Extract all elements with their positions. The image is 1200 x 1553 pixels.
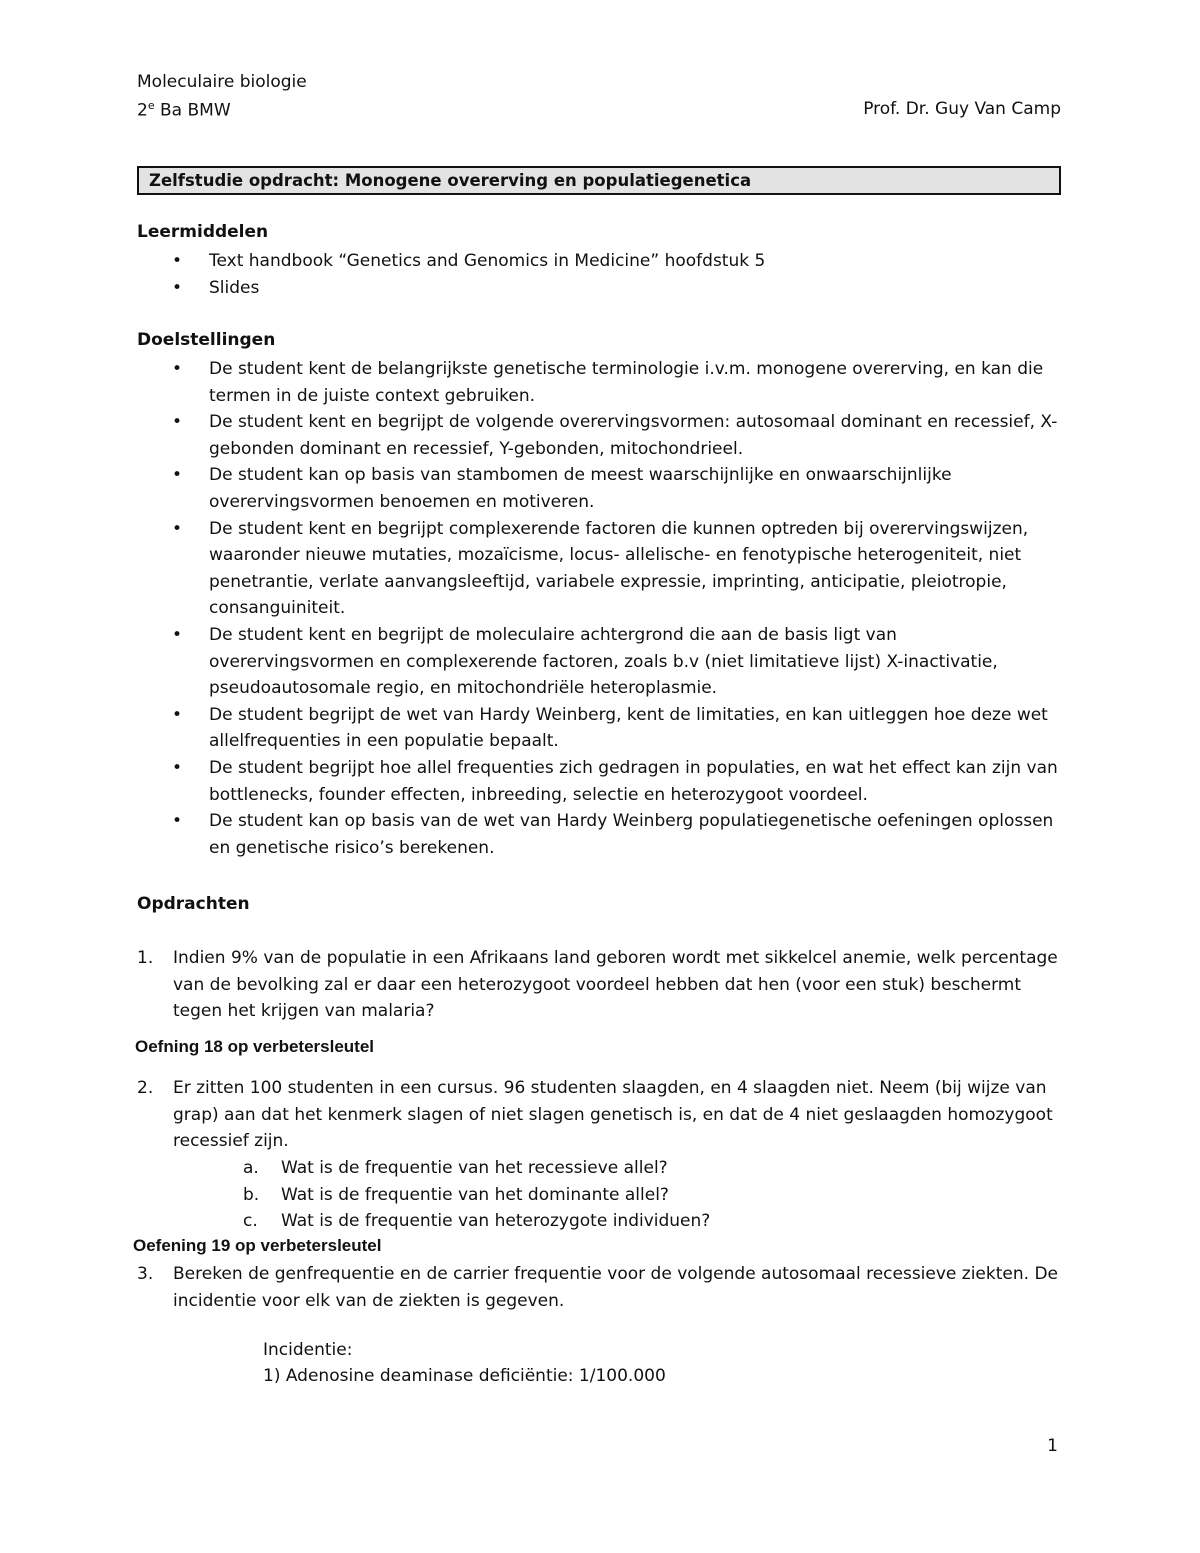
- year-superscript: e: [147, 99, 155, 112]
- year-program: Ba BMW: [154, 100, 231, 121]
- list-item: [137, 516, 1067, 622]
- list-item-text: De student kent de belangrijkste genetische terminologie i.v.m. monogene overerving, en kan die termen in de juiste context gebruiken.: [209, 359, 1044, 406]
- question-number: 2.: [137, 1078, 154, 1098]
- list-item: [137, 356, 1067, 409]
- list-item: [137, 409, 1067, 462]
- bullet-icon: •: [172, 811, 183, 832]
- sub-question: [243, 1208, 710, 1235]
- list-item-text: De student begrijpt de wet van Hardy Weinberg, kent de limitaties, en kan uitleggen hoe deze wet allelfrequenties in een populatie bepaalt.: [209, 704, 1048, 752]
- list-item-text: Slides: [209, 277, 260, 298]
- assignment-title-box: Zelfstudie opdracht: Monogene overerving en populatiegenetica: [137, 166, 1061, 195]
- leermiddelen-list: [137, 248, 1067, 301]
- sub-question: [243, 1182, 710, 1209]
- question-text: Er zitten 100 studenten in een cursus. 96 studenten slaagden, en 4 slaagden niet. Neem (bij wijze van grap) aan dat het kenmerk slagen of niet slagen genetisch is, en dat de 4 niet geslaagden homozygoot recessief zijn.: [173, 1078, 1053, 1152]
- list-item: [137, 808, 1067, 861]
- bullet-icon: •: [172, 251, 183, 271]
- bullet-icon: •: [172, 518, 183, 539]
- sub-question-text: Wat is de frequentie van het dominante allel?: [281, 1184, 669, 1205]
- list-item: [137, 462, 1067, 515]
- doelstellingen-list: [137, 356, 1067, 861]
- question-3: [137, 1261, 1067, 1314]
- incidentie-label: Incidentie:: [263, 1340, 353, 1360]
- list-item-text: Text handbook “Genetics and Genomics in Medicine” hoofdstuk 5: [209, 251, 766, 271]
- list-item-text: De student kan op basis van stambomen de meest waarschijnlijke en onwaarschijnlijke overervingsvormen benoemen en motiveren.: [209, 465, 952, 512]
- sub-question-text: Wat is de frequentie van het recessieve allel?: [281, 1158, 668, 1178]
- bullet-icon: •: [172, 465, 183, 486]
- list-item-text: De student kent en begrijpt de volgende overervingsvormen: autosomaal dominant en recessief, X-gebonden dominant en recessief, Y-gebonden, mitochondrieel.: [209, 412, 1058, 459]
- sub-question-label: a.: [243, 1158, 259, 1178]
- opdrachten-heading: Opdrachten: [137, 894, 250, 914]
- exercise-19-reference: Oefening 19 op verbetersleutel: [133, 1236, 382, 1255]
- list-item-text: De student kan op basis van de wet van Hardy Weinberg populatiegenetische oefeningen oplossen en genetische risico’s berekenen.: [209, 811, 1054, 858]
- list-item: [137, 702, 1067, 755]
- list-item: [137, 755, 1067, 808]
- incidentie-line-1: 1) Adenosine deaminase deficiëntie: 1/100.000: [263, 1366, 666, 1386]
- list-item: [137, 622, 1067, 702]
- bullet-icon: •: [172, 277, 183, 298]
- bullet-icon: •: [172, 704, 183, 725]
- page-number: 1: [1047, 1436, 1058, 1456]
- doelstellingen-heading: Doelstellingen: [137, 330, 276, 350]
- question-number: 1.: [137, 948, 154, 968]
- exercise-18-reference: Oefning 18 op verbetersleutel: [135, 1037, 375, 1056]
- bullet-icon: •: [172, 757, 183, 778]
- list-item-text: De student begrijpt hoe allel frequenties zich gedragen in populaties, en wat het effect kan zijn van bottlenecks, founder effecten, inbreeding, selectie en heterozygoot voordeel.: [209, 757, 1058, 805]
- sub-question: [243, 1155, 710, 1182]
- sub-question-label: b.: [243, 1184, 260, 1205]
- question-2-subquestions: [243, 1155, 710, 1235]
- leermiddelen-heading: Leermiddelen: [137, 222, 269, 242]
- question-2: [137, 1075, 1067, 1155]
- header-year: [137, 99, 231, 121]
- question-text: Indien 9% van de populatie in een Afrikaans land geboren wordt met sikkelcel anemie, welk percentage van de bevolking zal er daar een heterozygoot voordeel hebben dat hen (voor een stuk) beschermt tegen het krijgen van malaria?: [173, 948, 1058, 1022]
- bullet-icon: •: [172, 359, 183, 379]
- question-number: 3.: [137, 1264, 154, 1284]
- year-number: 2: [137, 100, 148, 121]
- list-item-text: De student kent en begrijpt de moleculaire achtergrond die aan de basis ligt van overervingsvormen en complexerende factoren, zoals b.v (niet limitatieve lijst) X-inactivatie, pseudoautosomale regio, en mitochondriële heteroplasmie.: [209, 624, 998, 699]
- list-item: [137, 248, 1067, 275]
- list-item: [137, 275, 1067, 302]
- bullet-icon: •: [172, 412, 183, 433]
- question-1: [137, 945, 1067, 1025]
- question-text: Bereken de genfrequentie en de carrier frequentie voor de volgende autosomaal recessieve ziekten. De incidentie voor elk van de ziekten is gegeven.: [173, 1264, 1058, 1311]
- sub-question-label: c.: [243, 1211, 258, 1232]
- list-item-text: De student kent en begrijpt complexerende factoren die kunnen optreden bij overervingswijzen, waaronder nieuwe mutaties, mozaïcisme, locus- allelische- en fenotypische heterogeniteit, niet penetrantie, verlate aanvangsleeftijd, variabele expressie, imprinting, anticipatie, pleiotropie, consanguiniteit.: [209, 518, 1029, 619]
- header-professor: Prof. Dr. Guy Van Camp: [863, 99, 1061, 119]
- bullet-icon: •: [172, 624, 183, 645]
- sub-question-text: Wat is de frequentie van heterozygote individuen?: [281, 1211, 711, 1232]
- header-course: Moleculaire biologie: [137, 72, 307, 92]
